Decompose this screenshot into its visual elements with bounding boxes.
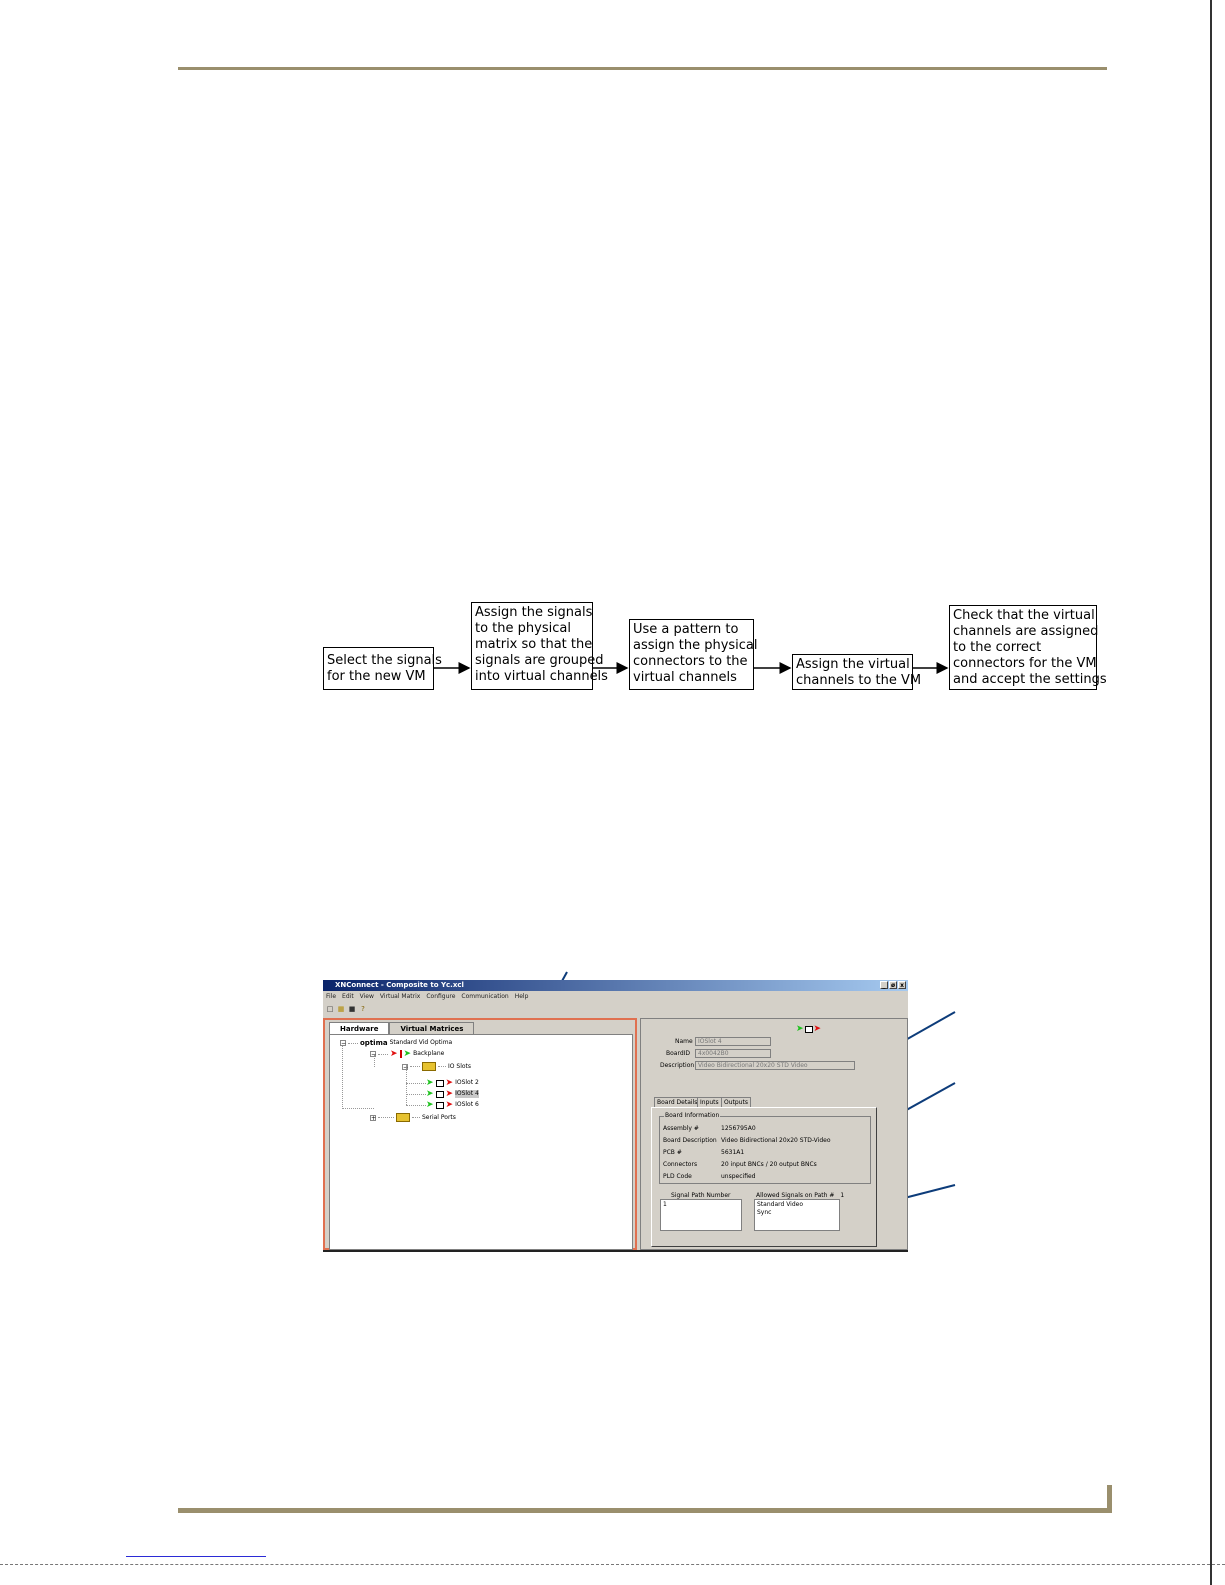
board-information-title: Board Information [665,1112,720,1119]
menu-edit[interactable]: Edit [342,993,354,1000]
menu-bar [323,992,908,1002]
backplane-icon [400,1050,402,1058]
tree-ioslot-6[interactable]: ➤ ➤ IOSlot 6 [426,1100,479,1110]
signal-path-list[interactable] [660,1199,742,1231]
board-icon [436,1080,444,1087]
input-arrow-icon: ➤ [403,1049,412,1059]
boardid-field[interactable]: 4x0042B0 [695,1049,771,1058]
description-label: Description [660,1062,695,1069]
page-edge [1210,0,1212,1585]
tree-backplane[interactable]: − ➤ ➤ Backplane [371,1049,445,1059]
folder-icon [396,1113,410,1122]
board-description-label: Board Description [663,1137,717,1144]
menu-file[interactable]: File [326,993,337,1000]
restore-button[interactable]: ø [890,982,896,989]
expand-icon[interactable]: + [371,1114,377,1122]
flow-step-check-accept: Check that the virtual channels are assigned to the correct connectors for the VM and accept the settings [949,605,1097,690]
footer-rule [178,1508,1110,1513]
output-arrow-icon: ➤ [445,1089,454,1099]
signal-path-title: Signal Path Number [671,1192,731,1199]
connectors-value: 20 input BNCs / 20 output BNCs [721,1161,817,1168]
board-description-value: Video Bidirectional 20x20 STD-Video [721,1137,831,1144]
close-button[interactable]: x [898,981,906,989]
tab-virtual-matrices[interactable]: Virtual Matrices [389,1022,474,1036]
underline-link [126,1556,266,1557]
new-file-icon[interactable]: □ [326,1005,334,1013]
window-title: XNConnect - Composite to Yc.xcl [335,981,464,989]
tab-outputs[interactable]: Outputs [721,1097,751,1108]
pld-code-label: PLD Code [663,1173,692,1180]
details-pane [640,1018,908,1250]
output-arrow-icon: ➤ [445,1100,454,1110]
tree-ioslot-4[interactable]: ➤ ➤ IOSlot 4 [426,1089,479,1099]
list-item[interactable]: 1 [663,1201,667,1208]
output-arrow-icon: ➤ [445,1078,454,1088]
hardware-pane [323,1018,637,1250]
flow-step-assign-signals: Assign the signals to the physical matrix so that the signals are grouped into virtual channels [471,602,593,690]
tab-inputs[interactable]: Inputs [697,1097,722,1108]
collapse-icon[interactable]: − [341,1040,347,1047]
toolbar [323,1003,908,1015]
list-item[interactable]: Sync [757,1209,772,1216]
description-field[interactable]: Video Bidirectional 20x20 STD Video [695,1061,855,1070]
menu-virtual-matrix[interactable]: Virtual Matrix [379,993,421,1000]
hardware-tree [329,1034,633,1250]
flow-step-assign-virtual-channels: Assign the virtual channels to the VM [792,654,913,690]
optima-logo: optima [360,1039,388,1047]
allowed-signals-list[interactable] [754,1199,840,1231]
board-icon [436,1091,444,1098]
input-arrow-icon: ➤ [426,1100,434,1110]
tab-board-details[interactable]: Board Details [654,1097,700,1107]
name-field[interactable]: IOSlot 4 [695,1037,771,1046]
pcb-value: 5631A1 [721,1149,745,1156]
output-arrow-icon: ➤ [390,1049,398,1059]
menu-help[interactable]: Help [514,993,529,1000]
footer-corner [1107,1485,1112,1513]
input-arrow-icon: ➤ [426,1089,434,1099]
list-item[interactable]: Standard Video [757,1201,804,1208]
menu-communication[interactable]: Communication [461,993,509,1000]
menu-configure[interactable]: Configure [426,993,456,1000]
menu-view[interactable]: View [359,993,374,1000]
board-status-icon: ➤ ➤ [796,1024,822,1034]
board-icon [436,1102,444,1109]
save-icon[interactable]: ■ [348,1005,356,1013]
boardid-label: BoardID [666,1050,691,1057]
assembly-value: 1256795A0 [721,1125,756,1132]
pcb-label: PCB # [663,1149,682,1156]
window-titlebar [323,980,908,991]
tree-serial-ports[interactable]: + Serial Ports [371,1113,456,1122]
page-break-line [0,1564,1225,1566]
help-icon[interactable]: ? [361,1005,365,1013]
tab-hardware[interactable]: Hardware [329,1022,389,1036]
connectors-label: Connectors [663,1161,698,1168]
minimize-button[interactable]: _ [880,981,888,989]
name-label: Name [675,1038,693,1045]
open-folder-icon[interactable]: ▦ [337,1005,345,1013]
tree-io-slots[interactable]: − IO Slots [403,1062,472,1071]
assembly-label: Assembly # [663,1125,699,1132]
pld-code-value: unspecified [721,1173,756,1180]
folder-icon [422,1062,436,1071]
tree-ioslot-2[interactable]: ➤ ➤ IOSlot 2 [426,1078,479,1088]
flow-step-select-signals: Select the signals for the new VM [323,647,434,690]
collapse-icon[interactable]: − [403,1063,409,1071]
collapse-icon[interactable]: − [371,1051,377,1058]
input-arrow-icon: ➤ [426,1078,434,1088]
app-screenshot [323,980,908,1252]
tree-root[interactable]: − optima Standard Vid Optima [341,1039,453,1047]
flow-step-use-pattern: Use a pattern to assign the physical connectors to the virtual channels [629,619,754,690]
allowed-signals-title: Allowed Signals on Path # 1 [756,1192,845,1199]
